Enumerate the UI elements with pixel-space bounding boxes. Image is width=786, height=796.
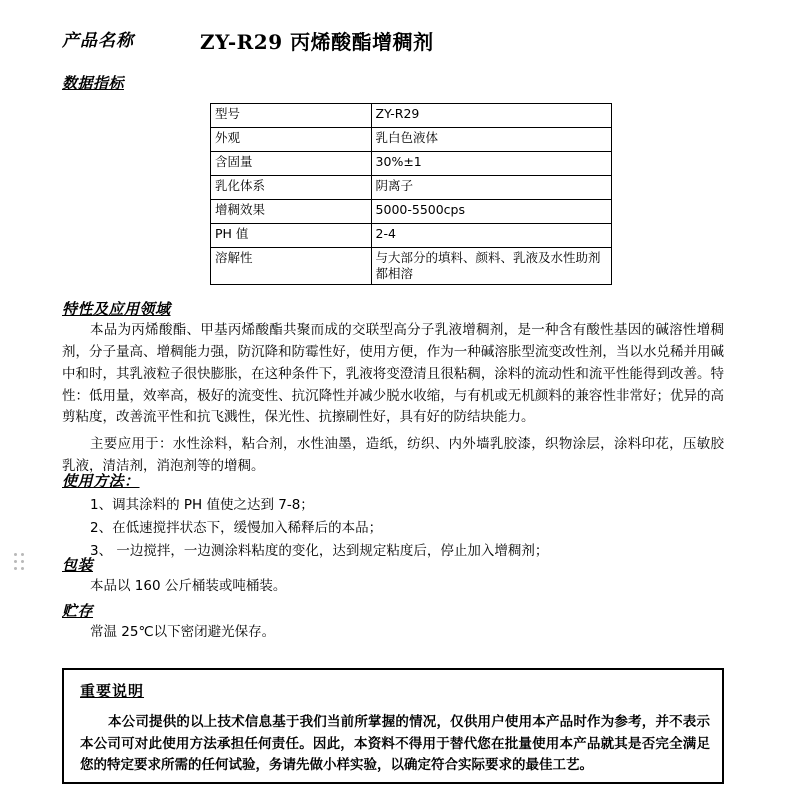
features-paragraph-2: 主要应用于：水性涂料，粘合剂，水性油墨，造纸，纺织、内外墙乳胶漆，织物涂层，涂料印花，压敏胶乳液，清洁剂，消泡剂等的增稠。 (62, 436, 724, 474)
spec-value: 30%±1 (371, 152, 611, 176)
section-heading-features: 特性及应用领域 (62, 300, 171, 318)
spec-key: 乳化体系 (211, 176, 372, 200)
spec-key: PH 值 (211, 224, 372, 248)
section-heading-packaging: 包装 (62, 556, 94, 574)
spec-key: 增稠效果 (211, 200, 372, 224)
features-paragraph-1: 本品为丙烯酸酯、甲基丙烯酸酯共聚而成的交联型高分子乳液增稠剂，是一种含有酸性基因的碱溶性增稠剂，分子量高、增稠能力强，防沉降和防霉性好，使用方便，作为一种碱溶胀型流变改性剂，当以水兑稀并用碱中和时，其乳液粒子很快膨胀，在这种条件下，乳液将变澄清且很粘稠，涂料的流动性和流平性能得到改善。特性：低用量，效率高，极好的流变性、抗沉降性并减少脱水收缩，与有机或无机颜料的兼容性非常好；优异的高剪粘度，改善流平性和抗飞溅性，保光性、抗擦刷性好，具有好的防结块能力。 (62, 322, 724, 426)
spec-key: 含固量 (211, 152, 372, 176)
list-item: 1、调其涂料的 PH 值使之达到 7-8； (90, 497, 314, 513)
table-row (211, 200, 612, 224)
important-note-title: 重要说明 (80, 682, 145, 700)
section-heading-data-spec: 数据指标 (62, 74, 125, 92)
important-note-body: 本公司提供的以上技术信息基于我们当前所掌握的情况，仅供用户使用本产品时作为参考，并不表示本公司可对此使用方法承担任何责任。因此，本资料不得用于替代您在批量使用本产品就其是否完全满足您的特定要求所需的任何试验，务请先做小样实验，以确定符合实际要求的最佳工艺。 (80, 714, 710, 774)
spec-table (210, 103, 612, 285)
list-item: 3、 一边搅拌，一边测涂料粘度的变化，达到规定粘度后，停止加入增稠剂； (90, 543, 549, 560)
drag-handle-icon[interactable] (14, 553, 24, 575)
spec-value: 与大部分的填料、颜料、乳液及水性助剂都相溶 (371, 248, 611, 285)
product-name-label: 产品名称 (62, 31, 134, 51)
packaging-text: 本品以 160 公斤桶装或吨桶装。 (90, 578, 287, 594)
spec-key: 溶解性 (211, 248, 372, 285)
important-note-box (62, 668, 724, 784)
section-heading-usage: 使用方法： (62, 472, 140, 490)
list-item: 2、在低速搅拌状态下，缓慢加入稀释后的本品； (90, 520, 383, 537)
spec-value: ZY-R29 (371, 104, 611, 128)
usage-step-list (62, 494, 724, 564)
table-row (211, 176, 612, 200)
table-row (211, 128, 612, 152)
spec-key: 型号 (211, 104, 372, 128)
table-row (211, 152, 612, 176)
document-header (0, 26, 786, 60)
spec-value: 乳白色液体 (371, 128, 611, 152)
page-title: ZY-R29 丙烯酸酯增稠剂 (200, 30, 434, 54)
spec-value: 5000-5500cps (371, 200, 611, 224)
table-row (211, 104, 612, 128)
spec-value: 2-4 (371, 224, 611, 248)
spec-key: 外观 (211, 128, 372, 152)
section-heading-storage: 贮存 (62, 602, 94, 620)
table-row (211, 248, 612, 285)
spec-value: 阴离子 (371, 176, 611, 200)
table-row (211, 224, 612, 248)
storage-text: 常温 25℃以下密闭避光保存。 (90, 624, 276, 640)
